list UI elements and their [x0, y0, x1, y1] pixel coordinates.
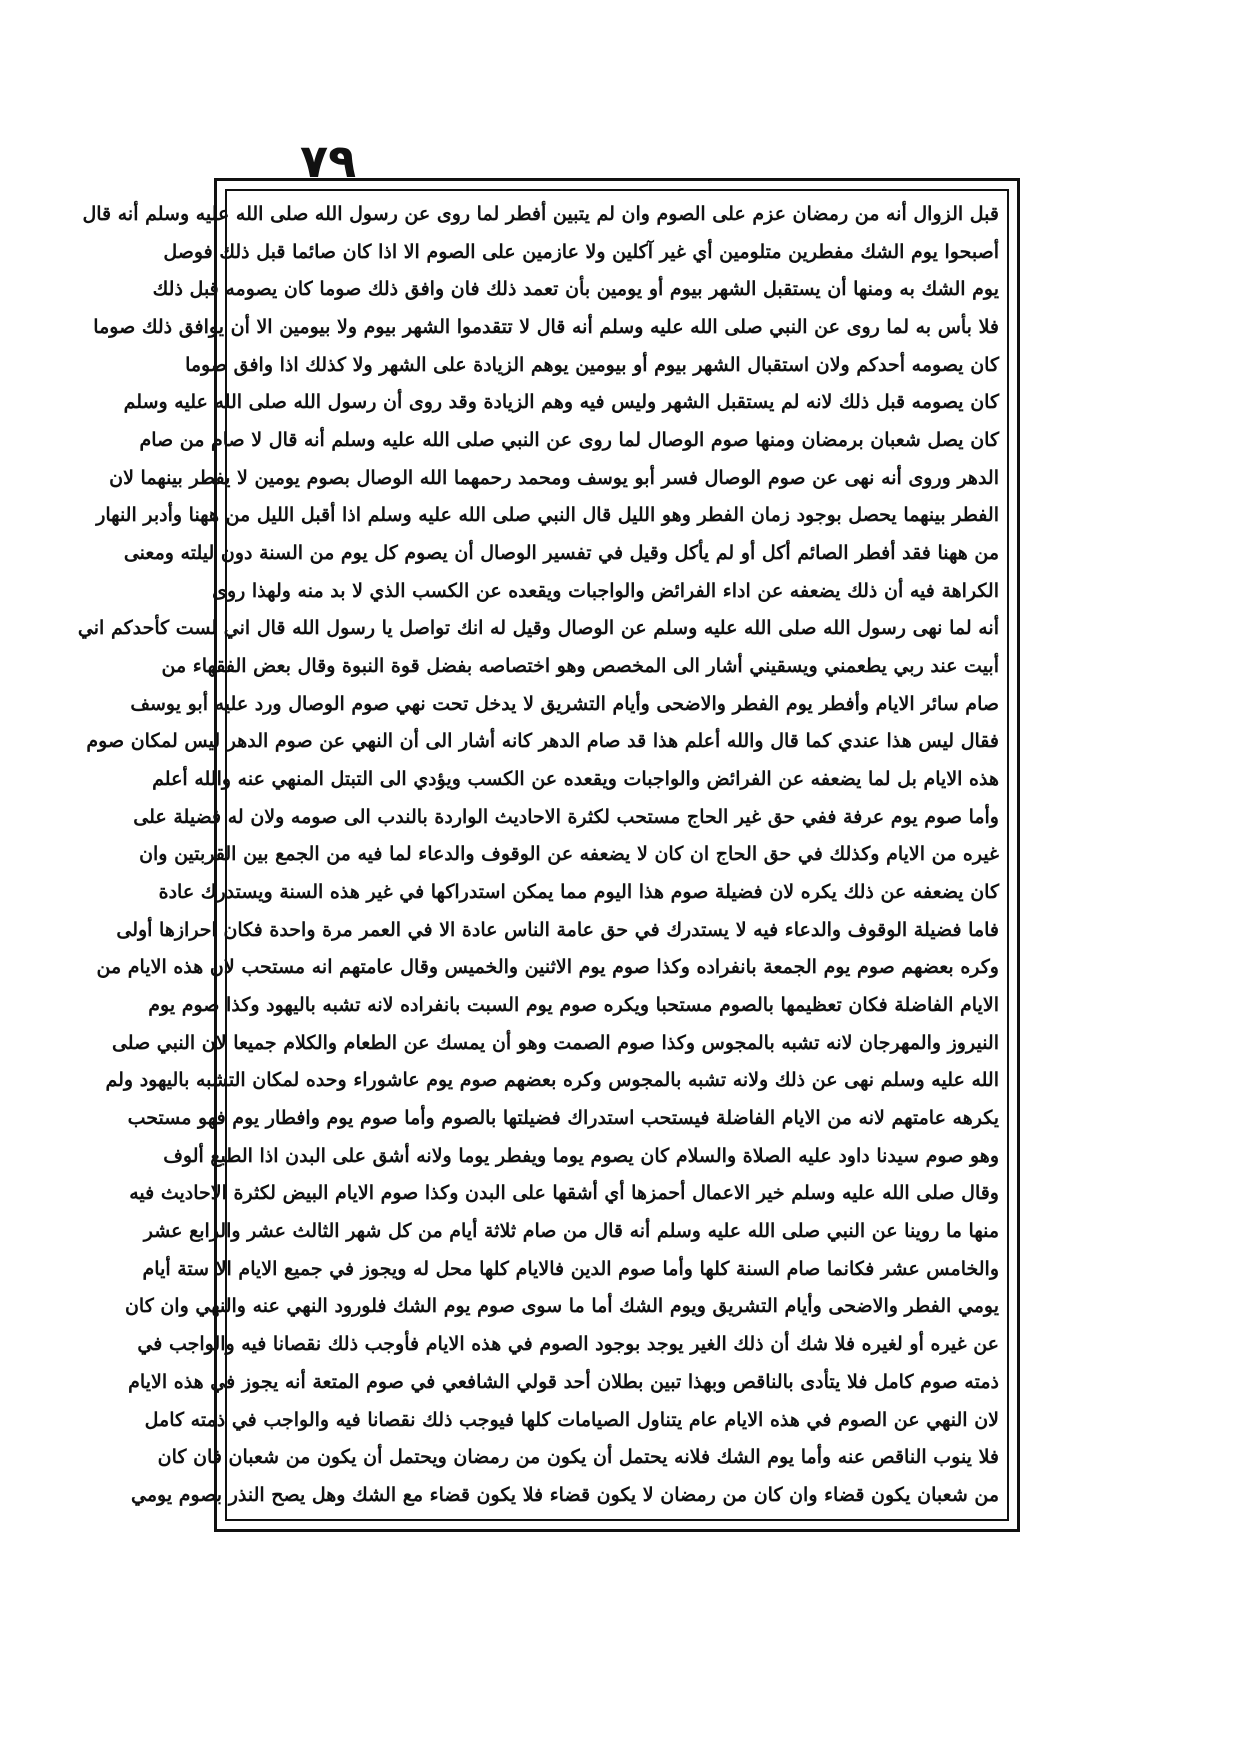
text-line: قبل الزوال أنه من رمضان عزم على الصوم وان لم يتبين أفطر لما روى عن رسول الله صلى الله عليه وسلم أنه قال [82, 203, 999, 225]
text-line: غيره من الايام وكذلك في حق الحاج ان كان لا يضعفه عن الوقوف والدعاء لما فيه من الجمع بين القربتين وان [139, 843, 999, 866]
text-line: كان يصل شعبان برمضان ومنها صوم الوصال لما روى عن النبي صلى الله عليه وسلم أنه قال لا صام من صام [139, 429, 999, 452]
text-line: الله عليه وسلم نهى عن ذلك ولانه تشبه بالمجوس وكره بعضهم صوم يوم عاشوراء وحده لمكان التشبه باليهود ولم [105, 1069, 999, 1092]
text-line: يكرهه عامتهم لانه من الايام الفاضلة فيستحب استدراك فضيلتها بالصوم وأما صوم يوم وافطار يوم فهو مستحب [127, 1107, 999, 1130]
text-line: أبيت عند ربي يطعمني ويسقيني أشار الى المخصص وهو اختصاصه بفضل قوة النبوة وقال بعض الفقهاء من [161, 655, 999, 678]
text-line: كان يضعفه عن ذلك يكره لان فضيلة صوم هذا اليوم مما يمكن استدراكها في غير هذه السنة ويستدرك عادة [158, 881, 999, 904]
text-line: فلا بأس به لما روى عن النبي صلى الله عليه وسلم أنه قال لا تتقدموا الشهر بيوم ولا بيومين الا أن يوافق ذلك صوما [93, 316, 999, 339]
text-line: وكره بعضهم صوم يوم الجمعة بانفراده وكذا صوم يوم الاثنين والخميس وقال عامتهم انه مستحب لان هذه الايام من [96, 956, 999, 979]
text-block [77, 197, 999, 1513]
text-line: عن غيره أو لغيره فلا شك أن ذلك الغير يوجد بوجود الصوم في هذه الايام فأوجب ذلك نقصانا فيه والواجب في [137, 1333, 999, 1356]
text-line: ذمته صوم كامل فلا يتأدى بالناقص وبهذا تبين بطلان أحد قولي الشافعي في صوم المتعة أنه يجوز في هذه الايام [128, 1370, 999, 1393]
text-line: منها ما روينا عن النبي صلى الله عليه وسلم أنه قال من صام ثلاثة أيام من كل شهر الثالث عشر والرابع عشر [143, 1220, 999, 1243]
text-line: من ههنا فقد أفطر الصائم أكل أو لم يأكل وقيل في تفسير الوصال أن يصوم كل يوم من السنة دون ليلته ومعنى [123, 542, 999, 565]
text-line: وقال صلى الله عليه وسلم خير الاعمال أحمزها أي أشقها على البدن وكذا صوم الايام البيض لكثرة الاحاديث فيه [129, 1182, 999, 1205]
text-line: فاما فضيلة الوقوف والدعاء فيه لا يستدرك في حق عامة الناس عادة الا في العمر مرة واحدة فكان احرازها أولى [116, 918, 999, 941]
text-line: أنه لما نهى رسول الله صلى الله عليه وسلم عن الوصال وقيل له انك تواصل يا رسول الله قال اني لست كأحدكم اني [77, 617, 999, 640]
text-line: الكراهة فيه أن ذلك يضعفه عن اداء الفرائض والواجبات ويقعده عن الكسب الذي لا بد منه ولهذا روى [212, 579, 999, 602]
text-line: يوم الشك به ومنها أن يستقبل الشهر بيوم أو يومين بأن تعمد ذلك فان وافق ذلك صوما كان يصومه قبل ذلك [152, 278, 999, 301]
text-line: يومي الفطر والاضحى وأيام التشريق ويوم الشك أما ما سوى صوم يوم الشك فلورود النهي عنه والنهي وان كان [124, 1295, 999, 1318]
text-line: الفطر بينهما يحصل بوجود زمان الفطر وهو الليل قال النبي صلى الله عليه وسلم اذا أقبل الليل من ههنا وأدبر النهار [96, 504, 999, 527]
text-line: وأما صوم يوم عرفة ففي حق غير الحاج مستحب لكثرة الاحاديث الواردة بالندب الى صومه ولان له فضيلة على [133, 805, 999, 828]
text-line: أصبحوا يوم الشك مفطرين متلومين أي غير آكلين ولا عازمين على الصوم الا اذا كان صائما قبل ذلك فوصل [163, 240, 999, 263]
text-line: صام سائر الايام وأفطر يوم الفطر والاضحى وأيام التشريق لا يدخل تحت نهي صوم الوصال ورد عليه أبو يوسف [130, 692, 999, 715]
text-line: هذه الايام بل لما يضعفه عن الفرائض والواجبات ويقعده عن الكسب ويؤدي الى التبتل المنهي عنه والله أعلم [152, 768, 999, 791]
text-line: كان يصومه أحدكم ولان استقبال الشهر بيوم أو بيومين يوهم الزيادة على الشهر ولا كذلك اذا وافق صوما [185, 353, 999, 376]
text-line: لان النهي عن الصوم في هذه الايام عام يتناول الصيامات كلها فيوجب ذلك نقصانا فيه والواجب في ذمته كامل [144, 1408, 999, 1431]
page-frame-inner [77, 189, 1009, 1521]
text-line: فقال ليس هذا عندي كما قال والله أعلم هذا قد صام الدهر كانه أشار الى أن النهي عن صوم الدهر ليس لمكان صوم [86, 730, 999, 753]
text-line: الدهر وروى أنه نهى عن صوم الوصال فسر أبو يوسف ومحمد رحمهما الله الوصال بصوم يومين لا يفطر بينهما لان [109, 466, 999, 489]
text-line: من شعبان يكون قضاء وان كان من رمضان لا يكون قضاء فلا يكون قضاء مع الشك وهل يصح النذر بصوم يومي [131, 1483, 999, 1506]
text-line: فلا ينوب الناقص عنه وأما يوم الشك فلانه يحتمل أن يكون من رمضان ويحتمل أن يكون من شعبان فان كان [157, 1446, 999, 1469]
text-line: كان يصومه قبل ذلك لانه لم يستقبل الشهر وليس فيه وهم الزيادة وقد روى أن رسول الله صلى الله عليه وسلم [123, 391, 999, 414]
text-line: وهو صوم سيدنا داود عليه الصلاة والسلام كان يصوم يوما ويفطر يوما ولانه أشق على البدن اذا الطبع ألوف [163, 1144, 999, 1167]
page-frame [77, 178, 1020, 1532]
text-line: الايام الفاضلة فكان تعظيمها بالصوم مستحبا ويكره صوم يوم السبت بانفراده لانه تشبه باليهود وكذا صوم يوم [148, 994, 999, 1017]
page-number: ٧٩ [300, 134, 357, 188]
text-line: والخامس عشر فكانما صام السنة كلها وأما صوم الدين فالايام كلها محل له ويجوز في جميع الايام الا ستة أيام [142, 1257, 999, 1280]
text-line: النيروز والمهرجان لانه تشبه بالمجوس وكذا صوم الصمت وهو أن يمسك عن الطعام والكلام جميعا لان النبي صلى [111, 1031, 999, 1054]
